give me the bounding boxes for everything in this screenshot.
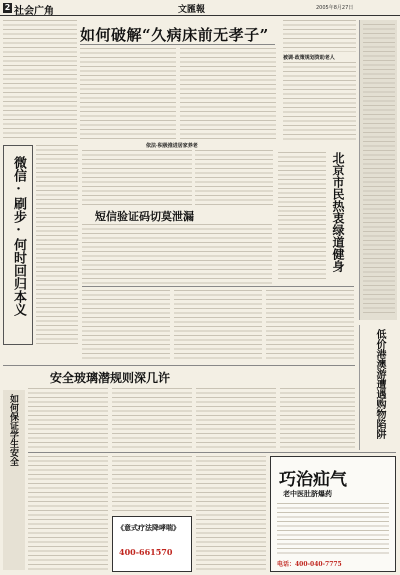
glass-headline: 安全玻璃潜规则深几许 <box>50 371 171 385</box>
tcm-ad <box>270 456 396 572</box>
bottom-body-1 <box>28 456 108 571</box>
article-body-center-2 <box>195 150 273 206</box>
ad-title: 《意式疗法降哮喘》 <box>117 523 180 532</box>
section-rule-glass <box>3 365 355 366</box>
section-rule-mid <box>82 286 354 287</box>
beijing-body <box>278 152 326 282</box>
section-title: 社会广角 <box>14 6 54 17</box>
tour-article <box>359 325 397 450</box>
article-body-right-top <box>283 20 356 52</box>
note-box <box>3 145 33 345</box>
glass-body-2 <box>112 388 192 448</box>
issue-date: 2005年8月27日 <box>316 5 354 11</box>
sms-body <box>82 224 272 284</box>
page-header <box>0 0 400 16</box>
article-body-lower-2 <box>174 290 262 360</box>
glass-body-1 <box>28 388 108 448</box>
article-body-lower-1 <box>82 290 170 360</box>
glass-body-3 <box>196 388 276 448</box>
side-strip-title: 如何保证学生安全 <box>8 394 18 466</box>
section-rule-bottom <box>28 452 396 453</box>
main-headline: 如何破解“久病床前无孝子” <box>80 26 269 44</box>
ad-box <box>112 516 192 572</box>
tcm-headline: 巧治疝气 <box>279 470 347 490</box>
article-body-center <box>82 150 192 206</box>
article-body-mid-2 <box>180 48 276 140</box>
article-body-lower-3 <box>266 290 354 360</box>
glass-body-4 <box>280 388 355 448</box>
tour-headline: 低价港澳游遭遇购物陷阱 <box>374 329 385 439</box>
article-body-mid <box>80 48 176 140</box>
ad-phone: 400-661570 <box>119 547 173 557</box>
bottom-body-3 <box>196 456 266 571</box>
tcm-body <box>277 503 389 555</box>
side-strip <box>3 390 25 570</box>
sms-headline: 短信验证码切莫泄漏 <box>95 210 194 223</box>
beijing-article <box>276 150 356 285</box>
tcm-subhead: 老中医肚脐爆药 <box>283 489 332 498</box>
beijing-headline: 北京市民热衷绿道健身 <box>331 152 345 272</box>
article-body-left-top <box>3 20 77 138</box>
tcm-hotline: 电话：400-040-7775 <box>277 561 342 568</box>
article-body-right-mid <box>283 62 356 140</box>
subhead-a: 被调·政策规划资助老人 <box>283 55 335 61</box>
right-ad-strip <box>359 20 397 320</box>
headline-rule <box>80 44 275 45</box>
subhead-b: 依法·积极推进居家养老 <box>146 143 198 149</box>
strip-text <box>363 24 395 314</box>
page-number-badge: 2 <box>4 3 11 12</box>
bottom-body-2 <box>112 456 192 512</box>
masthead: 文匯報 <box>178 5 206 15</box>
note-box-title: 微信·刷步·何时回归本义 <box>11 156 26 316</box>
note-box-body <box>36 145 78 345</box>
